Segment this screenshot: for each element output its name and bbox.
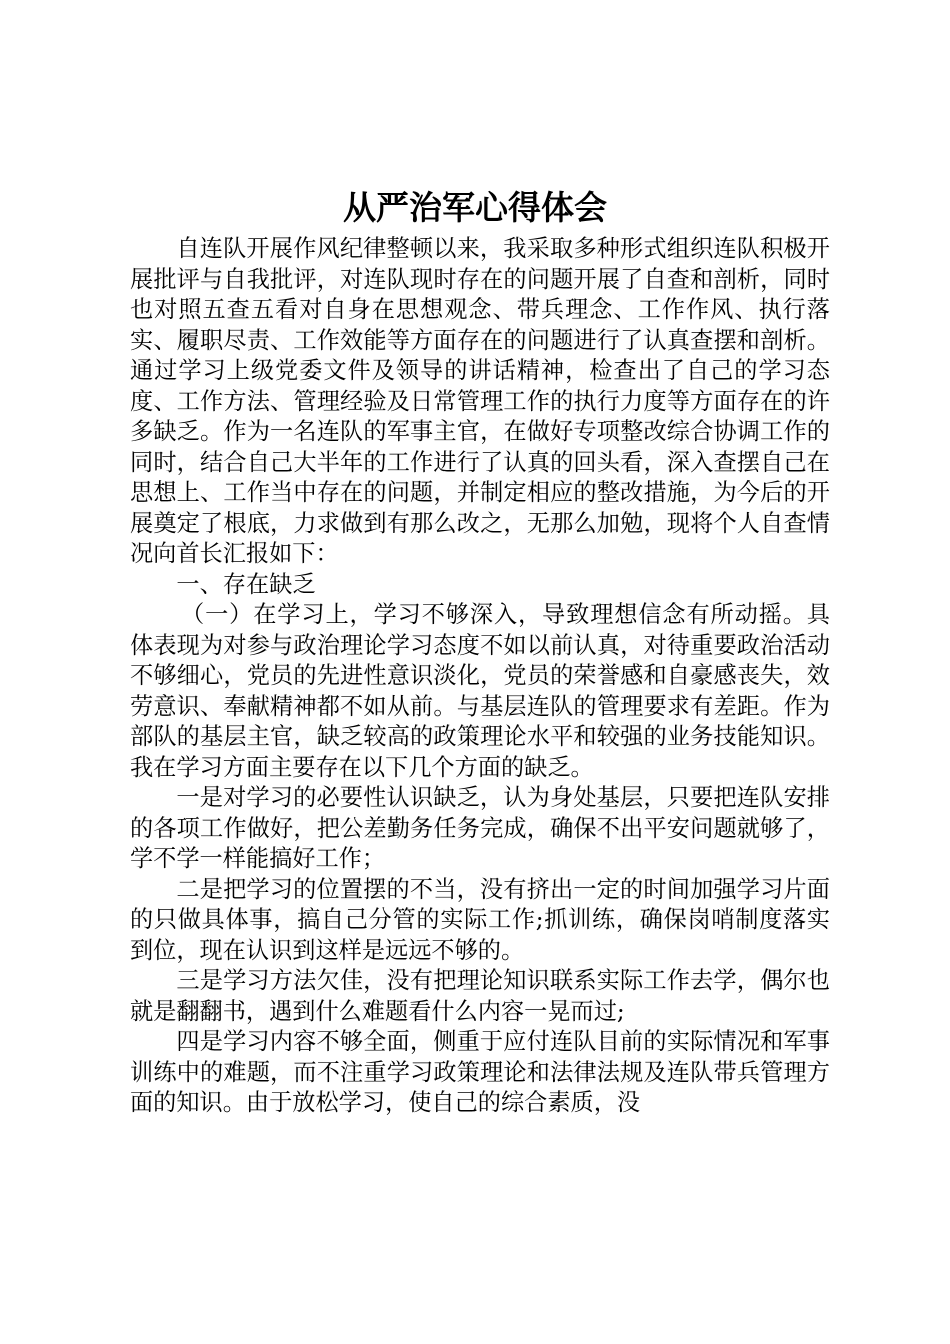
paragraph-point-2: 二是把学习的位置摆的不当，没有挤出一定的时间加强学习片面的只做具体事，搞自己分管的实际工作;抓训练，确保岗哨制度落实到位，现在认识到这样是远远不够的。 — [130, 875, 830, 964]
document-body — [130, 234, 830, 1119]
document-title: 从严治军心得体会 — [343, 188, 607, 227]
paragraph-point-3: 三是学习方法欠佳，没有把理论知识联系实际工作去学，偶尔也就是翻翻书，遇到什么难题看什么内容一晃而过; — [130, 967, 830, 1025]
paragraph-intro: 自连队开展作风纪律整顿以来，我采取多种形式组织连队积极开展批评与自我批评，对连队现时存在的问题开展了自查和剖析，同时也对照五查五看对自身在思想观念、带兵理念、工作作风、执行落实、履职尽责、工作效能等方面存在的问题进行了认真查摆和剖析。通过学习上级党委文件及领导的讲话精神，检查出了自己的学习态度、工作方法、管理经验及日常管理工作的执行力度等方面存在的许多缺乏。作为一名连队的军事主官，在做好专项整改综合协调工作的同时，结合自己大半年的工作进行了认真的回头看，深入查摆自己在思想上、工作当中存在的问题，并制定相应的整改措施，为今后的开展奠定了根底，力求做到有那么改之，无那么加勉，现将个人自查情况向首长汇报如下： — [130, 235, 830, 567]
section-heading: 一、存在缺乏 — [176, 570, 316, 598]
paragraph-point-4: 四是学习内容不够全面，侧重于应付连队目前的实际情况和军事训练中的难题，而不注重学习政策理论和法律法规及连队带兵管理方面的知识。由于放松学习，使自己的综合素质，没 — [130, 1028, 830, 1116]
paragraph-point-1: 一是对学习的必要性认识缺乏，认为身处基层，只要把连队安排的各项工作做好，把公差勤务任务完成，确保不出平安问题就够了，学不学一样能搞好工作； — [130, 784, 830, 872]
paragraph-study: （一）在学习上，学习不够深入，导致理想信念有所动摇。具体表现为对参与政治理论学习态度不如以前认真，对待重要政治活动不够细心，党员的先进性意识淡化，党员的荣誉感和自豪感丧失，效劳意识、奉献精神都不如从前。与基层连队的管理要求有差距。作为部队的基层主官，缺乏较高的政策理论水平和较强的业务技能知识。我在学习方面主要存在以下几个方面的缺乏。 — [130, 601, 830, 781]
